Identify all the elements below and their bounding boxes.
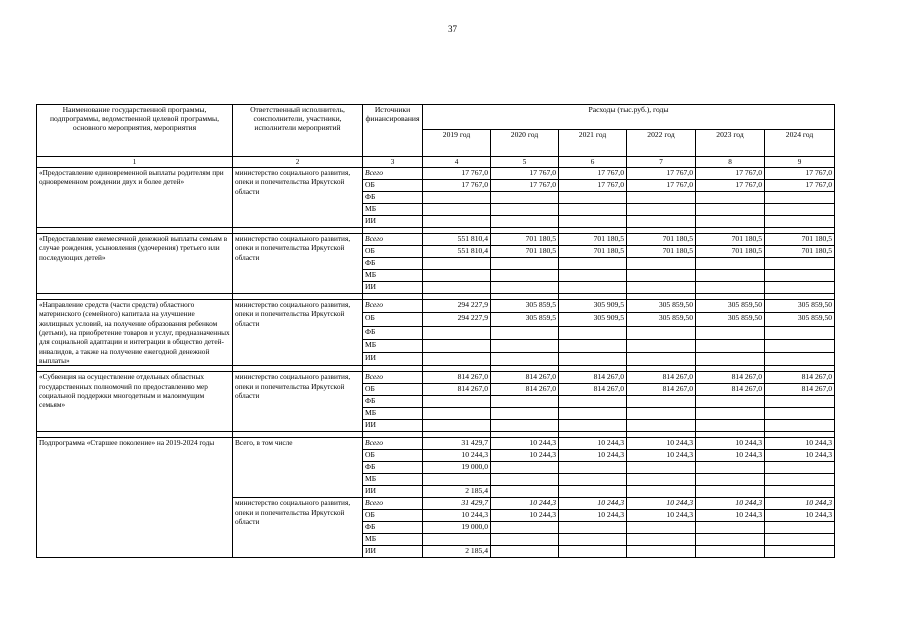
subprogram-executor: министерство социального развития, опеки и попечительства Иркутской области	[233, 498, 363, 558]
source-cell: ИИ	[363, 353, 423, 366]
source-cell: ИИ	[363, 216, 423, 228]
source-cell: ОБ	[363, 510, 423, 522]
column-numbers-row	[37, 157, 835, 168]
value-cell	[423, 326, 491, 339]
value-cell: 10 244,3	[765, 510, 835, 522]
value-cell: 17 767,0	[696, 168, 765, 180]
value-cell	[491, 408, 559, 420]
source-cell: Всего	[363, 498, 423, 510]
column-number: 4	[423, 157, 491, 168]
value-cell	[423, 396, 491, 408]
source-cell: Всего	[363, 168, 423, 180]
value-cell	[765, 474, 835, 486]
value-cell	[696, 326, 765, 339]
source-cell: МБ	[363, 534, 423, 546]
value-cell	[559, 534, 627, 546]
source-cell: МБ	[363, 408, 423, 420]
column-number: 1	[37, 157, 233, 168]
source-cell: МБ	[363, 474, 423, 486]
header-name: Наименование государственной программы, подпрограммы, ведомственной целевой программы, основного мероприятия, мероприятия	[37, 105, 233, 157]
value-cell	[559, 353, 627, 366]
value-cell	[696, 396, 765, 408]
value-cell: 10 244,3	[696, 498, 765, 510]
value-cell	[423, 204, 491, 216]
value-cell	[696, 486, 765, 498]
value-cell: 305 859,5	[491, 300, 559, 313]
value-cell	[765, 396, 835, 408]
value-cell: 701 180,5	[696, 234, 765, 246]
value-cell: 19 000,0	[423, 522, 491, 534]
table-row	[37, 168, 835, 180]
value-cell: 294 227,9	[423, 300, 491, 313]
header-year: 2019 год	[423, 130, 491, 157]
value-cell: 305 909,5	[559, 300, 627, 313]
header-year: 2022 год	[627, 130, 696, 157]
value-cell	[765, 420, 835, 432]
value-cell: 17 767,0	[765, 168, 835, 180]
value-cell	[491, 522, 559, 534]
value-cell	[491, 282, 559, 294]
value-cell: 17 767,0	[765, 180, 835, 192]
activity-name: «Субвенция на осуществление отдельных областных государственных полномочий по предоставлению мер социальной поддержки многодетным и малоимущим семьям»	[37, 372, 233, 432]
value-cell: 305 859,50	[765, 313, 835, 326]
value-cell: 701 180,5	[559, 246, 627, 258]
value-cell: 305 859,50	[696, 313, 765, 326]
source-cell: Всего	[363, 372, 423, 384]
value-cell	[627, 216, 696, 228]
value-cell: 17 767,0	[491, 180, 559, 192]
source-cell: ФБ	[363, 326, 423, 339]
value-cell	[627, 534, 696, 546]
source-cell: ФБ	[363, 522, 423, 534]
value-cell	[696, 258, 765, 270]
value-cell: 305 859,50	[696, 300, 765, 313]
value-cell: 305 859,50	[627, 300, 696, 313]
value-cell: 10 244,3	[696, 438, 765, 450]
budget-table	[36, 104, 835, 558]
value-cell: 701 180,5	[627, 246, 696, 258]
page-number: 37	[448, 24, 457, 34]
value-cell: 10 244,3	[696, 450, 765, 462]
value-cell	[491, 396, 559, 408]
value-cell	[491, 192, 559, 204]
source-cell: Всего	[363, 438, 423, 450]
value-cell: 701 180,5	[765, 234, 835, 246]
value-cell	[765, 353, 835, 366]
value-cell: 10 244,3	[491, 438, 559, 450]
value-cell: 814 267,0	[423, 384, 491, 396]
value-cell: 814 267,0	[627, 372, 696, 384]
value-cell: 17 767,0	[627, 168, 696, 180]
value-cell	[559, 420, 627, 432]
value-cell: 814 267,0	[423, 372, 491, 384]
activity-name: «Предоставление ежемесячной денежной выплаты семьям в случае рождения, усыновления (удочерения) третьего или последующих детей»	[37, 234, 233, 294]
value-cell	[627, 326, 696, 339]
source-cell: ФБ	[363, 258, 423, 270]
value-cell: 10 244,3	[559, 510, 627, 522]
header-year: 2023 год	[696, 130, 765, 157]
value-cell: 17 767,0	[627, 180, 696, 192]
value-cell: 10 244,3	[559, 438, 627, 450]
header-year: 2024 год	[765, 130, 835, 157]
value-cell	[696, 420, 765, 432]
value-cell: 10 244,3	[696, 510, 765, 522]
value-cell: 10 244,3	[491, 510, 559, 522]
value-cell	[627, 486, 696, 498]
value-cell: 305 859,50	[765, 300, 835, 313]
header-executor: Ответственный исполнитель, соисполнители, участники, исполнители мероприятий	[233, 105, 363, 157]
value-cell: 701 180,5	[765, 246, 835, 258]
value-cell	[423, 282, 491, 294]
source-cell: ИИ	[363, 546, 423, 558]
value-cell: 305 909,5	[559, 313, 627, 326]
value-cell: 814 267,0	[765, 372, 835, 384]
value-cell	[627, 474, 696, 486]
value-cell: 551 810,4	[423, 246, 491, 258]
source-cell: ОБ	[363, 450, 423, 462]
value-cell: 814 267,0	[696, 384, 765, 396]
value-cell: 10 244,3	[559, 498, 627, 510]
value-cell	[559, 546, 627, 558]
source-cell: ОБ	[363, 180, 423, 192]
value-cell	[627, 522, 696, 534]
value-cell	[696, 282, 765, 294]
value-cell	[696, 204, 765, 216]
column-number: 7	[627, 157, 696, 168]
source-cell: ОБ	[363, 384, 423, 396]
column-number: 9	[765, 157, 835, 168]
value-cell	[627, 546, 696, 558]
value-cell: 10 244,3	[491, 498, 559, 510]
value-cell	[696, 353, 765, 366]
value-cell: 10 244,3	[423, 450, 491, 462]
column-number: 2	[233, 157, 363, 168]
value-cell: 2 185,4	[423, 486, 491, 498]
value-cell: 814 267,0	[559, 372, 627, 384]
value-cell	[559, 282, 627, 294]
source-cell: ФБ	[363, 396, 423, 408]
value-cell	[765, 326, 835, 339]
value-cell: 294 227,9	[423, 313, 491, 326]
activity-name: «Предоставление единовременной выплаты родителям при одновременном рождении двух и более детей»	[37, 168, 233, 228]
column-number: 8	[696, 157, 765, 168]
value-cell: 17 767,0	[696, 180, 765, 192]
source-cell: ФБ	[363, 462, 423, 474]
value-cell	[696, 270, 765, 282]
value-cell: 701 180,5	[559, 234, 627, 246]
value-cell	[765, 462, 835, 474]
value-cell	[765, 270, 835, 282]
value-cell	[491, 270, 559, 282]
activity-executor: министерство социального развития, опеки и попечительства Иркутской области	[233, 372, 363, 432]
value-cell: 19 000,0	[423, 462, 491, 474]
value-cell: 10 244,3	[559, 450, 627, 462]
header-year: 2020 год	[491, 130, 559, 157]
value-cell: 305 859,5	[491, 313, 559, 326]
table-row	[37, 438, 835, 450]
value-cell	[559, 339, 627, 352]
value-cell	[423, 420, 491, 432]
value-cell	[627, 339, 696, 352]
value-cell: 701 180,5	[491, 234, 559, 246]
value-cell	[627, 420, 696, 432]
value-cell	[423, 258, 491, 270]
value-cell	[559, 462, 627, 474]
value-cell: 31 429,7	[423, 498, 491, 510]
value-cell: 814 267,0	[765, 384, 835, 396]
subprogram-executor: Всего, в том числе	[233, 438, 363, 498]
source-cell: МБ	[363, 204, 423, 216]
value-cell	[559, 486, 627, 498]
source-cell: МБ	[363, 270, 423, 282]
value-cell	[423, 216, 491, 228]
value-cell: 17 767,0	[559, 180, 627, 192]
source-cell: МБ	[363, 339, 423, 352]
value-cell	[491, 462, 559, 474]
table-row	[37, 372, 835, 384]
value-cell: 10 244,3	[627, 510, 696, 522]
value-cell	[423, 353, 491, 366]
value-cell	[627, 270, 696, 282]
value-cell: 701 180,5	[696, 246, 765, 258]
value-cell	[627, 396, 696, 408]
value-cell: 17 767,0	[491, 168, 559, 180]
value-cell: 17 767,0	[559, 168, 627, 180]
column-number: 6	[559, 157, 627, 168]
value-cell	[491, 353, 559, 366]
value-cell	[491, 486, 559, 498]
value-cell	[491, 258, 559, 270]
value-cell: 31 429,7	[423, 438, 491, 450]
value-cell: 814 267,0	[627, 384, 696, 396]
value-cell	[627, 408, 696, 420]
value-cell	[559, 408, 627, 420]
value-cell: 701 180,5	[627, 234, 696, 246]
column-number: 5	[491, 157, 559, 168]
value-cell	[627, 204, 696, 216]
value-cell: 10 244,3	[627, 450, 696, 462]
value-cell	[765, 546, 835, 558]
value-cell	[696, 534, 765, 546]
value-cell	[696, 408, 765, 420]
value-cell: 814 267,0	[559, 384, 627, 396]
activity-executor: министерство социального развития, опеки и попечительства Иркутской области	[233, 300, 363, 366]
source-cell: ФБ	[363, 192, 423, 204]
value-cell	[491, 326, 559, 339]
header-sources: Источники финансирования	[363, 105, 423, 157]
value-cell	[559, 396, 627, 408]
activity-executor: министерство социального развития, опеки и попечительства Иркутской области	[233, 234, 363, 294]
value-cell	[696, 216, 765, 228]
value-cell	[559, 216, 627, 228]
column-number: 3	[363, 157, 423, 168]
value-cell: 10 244,3	[765, 498, 835, 510]
header-expenses: Расходы (тыс.руб.), годы	[423, 105, 835, 130]
value-cell	[423, 339, 491, 352]
header-year: 2021 год	[559, 130, 627, 157]
value-cell	[491, 204, 559, 216]
value-cell	[765, 486, 835, 498]
value-cell: 814 267,0	[491, 372, 559, 384]
value-cell	[696, 192, 765, 204]
value-cell	[627, 282, 696, 294]
value-cell	[423, 534, 491, 546]
value-cell	[627, 353, 696, 366]
value-cell	[559, 192, 627, 204]
value-cell	[696, 522, 765, 534]
value-cell: 814 267,0	[491, 384, 559, 396]
value-cell	[559, 270, 627, 282]
value-cell	[491, 474, 559, 486]
value-cell	[765, 258, 835, 270]
value-cell: 17 767,0	[423, 168, 491, 180]
value-cell	[559, 258, 627, 270]
value-cell: 551 810,4	[423, 234, 491, 246]
source-cell: ИИ	[363, 486, 423, 498]
table-row	[37, 300, 835, 313]
source-cell: Всего	[363, 234, 423, 246]
value-cell	[765, 534, 835, 546]
value-cell: 10 244,3	[627, 498, 696, 510]
value-cell: 10 244,3	[491, 450, 559, 462]
value-cell	[765, 339, 835, 352]
value-cell	[423, 270, 491, 282]
value-cell: 814 267,0	[696, 372, 765, 384]
value-cell	[491, 339, 559, 352]
activity-executor: министерство социального развития, опеки и попечительства Иркутской области	[233, 168, 363, 228]
value-cell	[765, 204, 835, 216]
value-cell	[559, 204, 627, 216]
value-cell	[696, 474, 765, 486]
activity-name: «Направление средств (части средств) областного материнского (семейного) капитала на улучшение жилищных условий, на получение образования ребенком (детьми), на приобретение товаров и услуг, предназначенных для социальной адаптации и интеграции в общество детей-инвалидов, а также на получение ежегодной денежной выплаты»	[37, 300, 233, 366]
value-cell	[423, 192, 491, 204]
source-cell: ОБ	[363, 313, 423, 326]
value-cell: 17 767,0	[423, 180, 491, 192]
subprogram-name: Подпрограмма «Старшее поколение» на 2019-2024 годы	[37, 438, 233, 558]
value-cell	[423, 474, 491, 486]
value-cell: 10 244,3	[627, 438, 696, 450]
value-cell	[627, 192, 696, 204]
source-cell: ИИ	[363, 420, 423, 432]
value-cell: 305 859,50	[627, 313, 696, 326]
value-cell	[765, 192, 835, 204]
value-cell: 2 185,4	[423, 546, 491, 558]
value-cell	[696, 546, 765, 558]
value-cell	[491, 534, 559, 546]
source-cell: Всего	[363, 300, 423, 313]
value-cell	[627, 258, 696, 270]
value-cell	[765, 282, 835, 294]
value-cell: 10 244,3	[765, 450, 835, 462]
table-row	[37, 234, 835, 246]
value-cell	[765, 216, 835, 228]
value-cell	[765, 408, 835, 420]
value-cell	[696, 462, 765, 474]
value-cell	[696, 339, 765, 352]
value-cell	[491, 546, 559, 558]
value-cell: 701 180,5	[491, 246, 559, 258]
value-cell	[559, 326, 627, 339]
value-cell	[423, 408, 491, 420]
value-cell: 10 244,3	[765, 438, 835, 450]
source-cell: ИИ	[363, 282, 423, 294]
value-cell: 10 244,3	[423, 510, 491, 522]
value-cell	[559, 474, 627, 486]
value-cell	[491, 420, 559, 432]
source-cell: ОБ	[363, 246, 423, 258]
value-cell	[491, 216, 559, 228]
value-cell	[559, 522, 627, 534]
value-cell	[627, 462, 696, 474]
value-cell	[765, 522, 835, 534]
